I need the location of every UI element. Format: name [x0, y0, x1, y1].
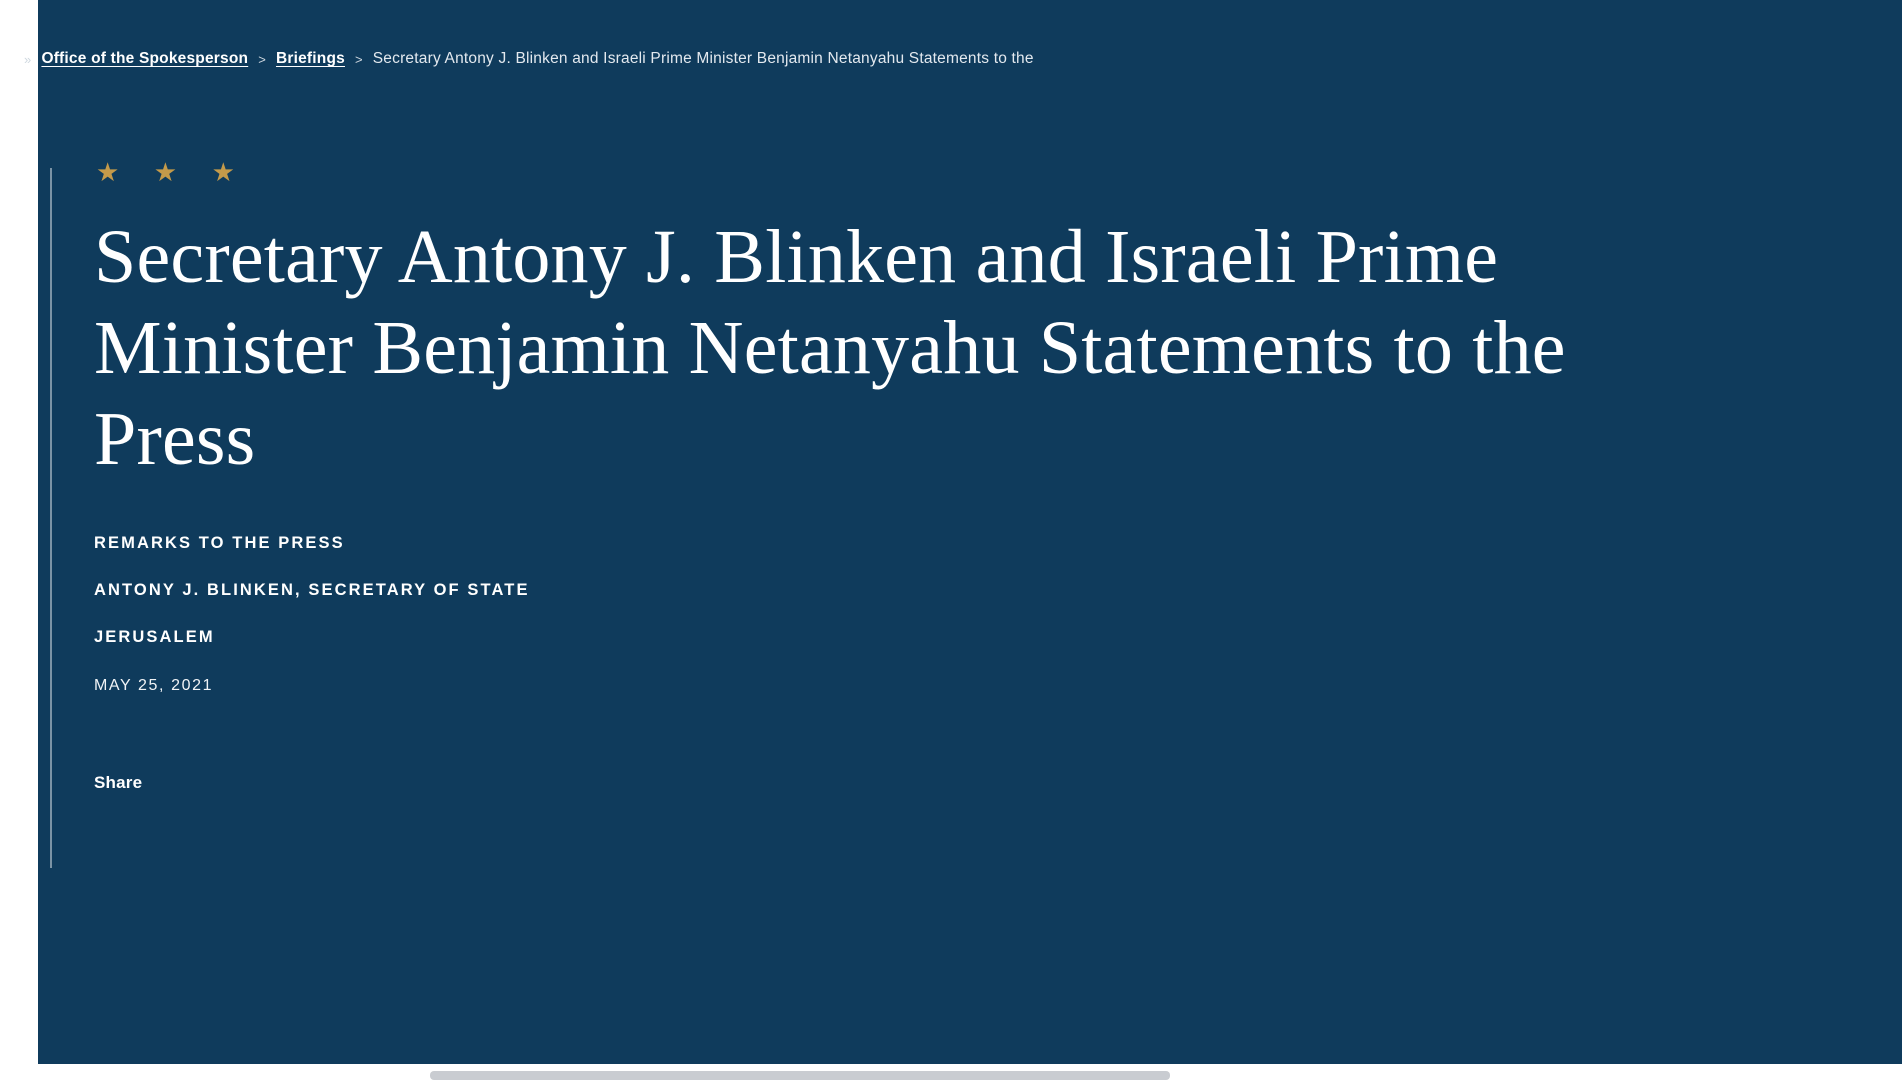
page-title: Secretary Antony J. Blinken and Israeli Prime Minister Benjamin Netanyahu Statements to the Press: [94, 215, 1566, 482]
breadcrumb-item-current: Secretary Antony J. Blinken and Israeli Prime Minister Benjamin Netanyahu Statements to the: [372, 50, 1034, 67]
share-button[interactable]: Share: [94, 772, 143, 792]
bottom-strip: [0, 1064, 1902, 1080]
breadcrumb-item-briefings[interactable]: Briefings: [275, 50, 345, 67]
article-meta: [94, 534, 1654, 695]
article-kicker: REMARKS TO THE PRESS: [94, 533, 345, 552]
article-date: MAY 25, 2021: [94, 676, 214, 694]
article-hero: [24, 0, 1902, 1064]
breadcrumb: [14, 50, 1034, 68]
article-vertical-rule: [50, 168, 52, 868]
breadcrumb-separator-1: >: [258, 51, 266, 67]
left-gutter: [0, 0, 38, 1080]
breadcrumb-leading-separator: »: [24, 51, 32, 67]
three-stars-icon: ★ ★ ★: [96, 158, 249, 187]
article: [94, 160, 1654, 793]
article-author: ANTONY J. BLINKEN, SECRETARY OF STATE: [94, 580, 530, 599]
breadcrumb-separator-2: >: [354, 51, 363, 67]
breadcrumb-item-office-of-the-spokesperson[interactable]: Office of the Spokesperson: [41, 50, 249, 67]
article-location: JERUSALEM: [94, 627, 215, 646]
horizontal-scrollbar[interactable]: [430, 1071, 1170, 1080]
